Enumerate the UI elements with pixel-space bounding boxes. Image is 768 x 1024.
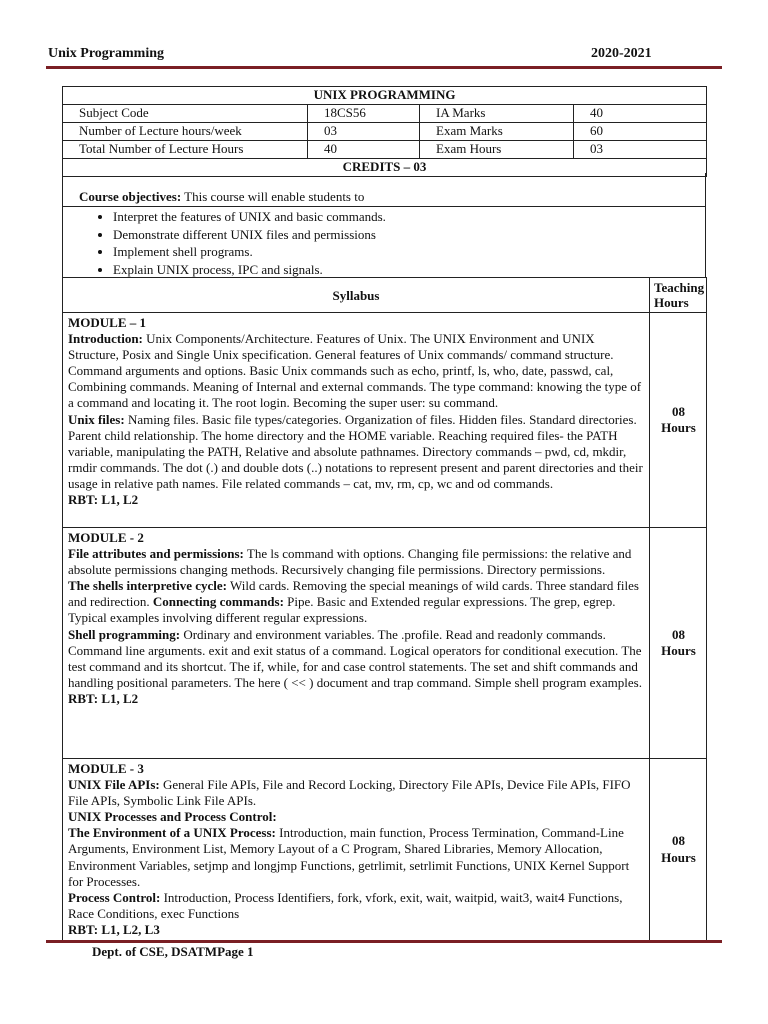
divider bbox=[63, 206, 705, 207]
module-part: The shells interpretive cycle: Wild cards. Removing the special meanings of wild cards. Three standard files and redirection. Connecting commands: Pipe. Basic and Extended regular expressions. The grep, egrep. Typical examples involving different regular expressions. bbox=[68, 578, 639, 626]
info-row bbox=[63, 123, 707, 141]
header-year: 2020-2021 bbox=[591, 46, 652, 61]
info-value: 40 bbox=[574, 105, 707, 123]
module-title: MODULE – 1 bbox=[68, 315, 146, 330]
course-objectives bbox=[62, 173, 706, 278]
info-value: 03 bbox=[308, 123, 420, 141]
module-row bbox=[63, 759, 707, 941]
header-rule bbox=[46, 66, 722, 69]
info-value: 60 bbox=[574, 123, 707, 141]
module-part: Shell programming: Ordinary and environment variables. The .profile. Read and readonly commands. Command line arguments. exit and exit status of a command. Logical operators for conditional execution. The test command and its shortcut. The if, while, for and case control statements. The set and shift commands and handling positional parameters. The here ( << ) document and trap command. Simple shell program examples. bbox=[68, 626, 642, 690]
course-info-table bbox=[62, 86, 707, 177]
module-part: UNIX Processes and Process Control: bbox=[68, 809, 277, 825]
rbt-level: RBT: L1, L2 bbox=[68, 492, 139, 508]
rbt-level: RBT: L1, L2 bbox=[68, 690, 139, 706]
module-hours: 08 Hours bbox=[650, 759, 707, 941]
module-part: UNIX File APIs: General File APIs, File and Record Locking, Directory File APIs, Device File APIs, FIFO File APIs, Symbolic Link File APIs. bbox=[68, 777, 631, 809]
teaching-hours-header: Teaching Hours bbox=[650, 278, 707, 313]
info-row bbox=[63, 141, 707, 159]
info-label: Exam Hours bbox=[420, 141, 574, 159]
header-course: Unix Programming bbox=[48, 46, 165, 61]
list-item: • Interpret the features of UNIX and basic commands. bbox=[113, 208, 386, 226]
module-part: Introduction: Unix Components/Architecture. Features of Unix. The UNIX Environment and UNIX Structure, Posix and Single Unix specification. General features of Unix commands/ command structure. Command arguments and options. Basic Unix commands such as echo, printf, ls, who, date, passwd, cal, Combining commands. Meaning of Internal and external commands. The type command: knowing the type of a command and locating it. The root login. Becoming the super user: su command. bbox=[68, 331, 642, 411]
info-label: Subject Code bbox=[63, 105, 308, 123]
course-title: UNIX PROGRAMMING bbox=[63, 87, 707, 105]
syllabus-header: Syllabus bbox=[63, 278, 650, 313]
rbt-level: RBT: L1, L2, L3 bbox=[68, 921, 160, 937]
module-part: File attributes and permissions: The ls command with options. Changing file permissions: the relative and absolute permissions changing methods. Recursively changing file permissions. Directory permissions. bbox=[68, 546, 632, 578]
module-row bbox=[63, 528, 707, 759]
module-hours: 08 Hours bbox=[650, 528, 707, 759]
footer-dept: Dept. of CSE, DSATM bbox=[92, 944, 218, 959]
module-row bbox=[63, 313, 707, 528]
module-title: MODULE - 3 bbox=[68, 761, 144, 776]
module-part: Unix files: Naming files. Basic file types/categories. Organization of files. Hidden files. Standard directories. Parent child relationship. The home directory and the HOME variable. Reaching required files- the PATH variable, manipulating the PATH, Relative and absolute pathnames. Directory commands – pwd, cd, mkdir, rmdir commands. The dot (.) and double dots (..) notations to represent present and parent directories and their usage in relative path names. File related commands – cat, mv, rm, cp, wc and od commands. bbox=[68, 411, 643, 491]
info-value: 18CS56 bbox=[308, 105, 420, 123]
list-item: • Implement shell programs. bbox=[113, 243, 386, 261]
objectives-lead: Course objectives: This course will enable students to bbox=[79, 189, 365, 204]
info-label: Total Number of Lecture Hours bbox=[63, 141, 308, 159]
info-value: 03 bbox=[574, 141, 707, 159]
info-value: 40 bbox=[308, 141, 420, 159]
info-row bbox=[63, 105, 707, 123]
objectives-list bbox=[63, 208, 386, 278]
credits: CREDITS – 03 bbox=[63, 159, 707, 177]
module-hours: 08 Hours bbox=[650, 313, 707, 528]
syllabus-table bbox=[62, 277, 707, 941]
module-part: Process Control: Introduction, Process Identifiers, fork, vfork, exit, wait, waitpid, wait3, wait4 Functions, Race Conditions, exec Functions bbox=[68, 889, 623, 921]
footer bbox=[92, 944, 254, 960]
module-title: MODULE - 2 bbox=[68, 530, 144, 545]
info-label: Number of Lecture hours/week bbox=[63, 123, 308, 141]
page-number: Page 1 bbox=[217, 944, 254, 959]
module-part: The Environment of a UNIX Process: Introduction, main function, Process Termination, Command-Line Arguments, Environment List, Memory Layout of a C Program, Shared Libraries, Memory Allocation, Environment Variables, setjmp and longjmp Functions, getrlimit, setrlimit Functions, UNIX Kernel Support for Processes. bbox=[68, 825, 630, 889]
list-item: • Explain UNIX process, IPC and signals. bbox=[113, 261, 386, 279]
list-item: • Demonstrate different UNIX files and permissions bbox=[113, 226, 386, 244]
info-label: Exam Marks bbox=[420, 123, 574, 141]
info-label: IA Marks bbox=[420, 105, 574, 123]
footer-rule bbox=[46, 940, 722, 943]
